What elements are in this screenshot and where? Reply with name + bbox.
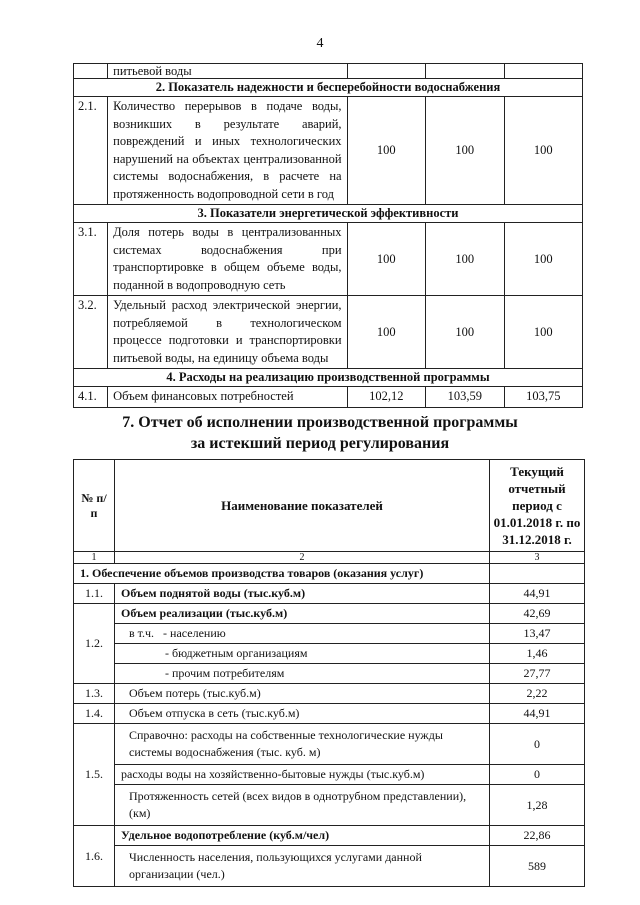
row-name: Объем поднятой воды (тыс.куб.м) — [115, 584, 490, 604]
table-row — [74, 387, 583, 408]
row-number: 1.6. — [74, 826, 115, 887]
col-number-2: 2 — [115, 552, 490, 564]
section-heading — [0, 412, 640, 454]
value-cell: 103,75 — [504, 387, 583, 408]
row-number: 1.5. — [74, 724, 115, 826]
row-name: питьевой воды — [108, 64, 347, 79]
row-number: 4.1. — [74, 387, 108, 408]
value-cell: 100 — [426, 223, 504, 296]
value-cell: 100 — [347, 296, 425, 369]
col-number-1: 1 — [74, 552, 115, 564]
row-name — [115, 624, 490, 644]
row-number: 1.2. — [74, 604, 115, 684]
table-row — [74, 64, 583, 79]
value-cell: 100 — [347, 223, 425, 296]
row-name: Доля потерь воды в централизованных системах водоснабжения при транспортировке в общем объеме воды, поданной в водопроводную сеть — [108, 223, 347, 296]
table-row — [74, 684, 585, 704]
row-number — [74, 64, 108, 79]
header-value: Текущий отчетный период с 01.01.2018 г. по 31.12.2018 г. — [490, 460, 585, 552]
row-prefix: в т.ч. — [129, 626, 155, 640]
page-number: 4 — [316, 36, 324, 51]
row-value: 27,77 — [490, 664, 585, 684]
row-name: Объем отпуска в сеть (тыс.куб.м) — [115, 704, 490, 724]
table-row — [74, 644, 585, 664]
row-name: Объем финансовых потребностей — [108, 387, 347, 408]
row-name: Удельное водопотребление (куб.м/чел) — [115, 826, 490, 846]
value-cell — [347, 64, 425, 79]
table-row — [74, 765, 585, 785]
header-number: № п/п — [74, 460, 115, 552]
row-number: 1.4. — [74, 704, 115, 724]
section-title: 4. Расходы на реализацию производственной программы — [74, 369, 583, 387]
value-cell: 100 — [504, 223, 583, 296]
section-title: 2. Показатель надежности и бесперебойности водоснабжения — [74, 79, 583, 97]
table-row — [74, 826, 585, 846]
row-value: 1,28 — [490, 785, 585, 826]
row-value: 13,47 — [490, 624, 585, 644]
heading-line-2: за истекший период регулирования — [190, 435, 450, 452]
row-name: Протяженность сетей (всех видов в однотрубном представлении), (км) — [115, 785, 490, 826]
report-table — [73, 459, 585, 887]
row-number: 3.1. — [74, 223, 108, 296]
row-value: 2,22 — [490, 684, 585, 704]
heading-line-1: 7. Отчет об исполнении производственной программы — [122, 414, 518, 431]
value-cell — [490, 564, 585, 584]
row-subname: - населению — [163, 626, 226, 640]
section-row — [74, 564, 585, 584]
value-cell: 100 — [347, 97, 425, 205]
table-row — [74, 604, 585, 624]
value-cell: 102,12 — [347, 387, 425, 408]
row-name: расходы воды на хозяйственно-бытовые нужды (тыс.куб.м) — [115, 765, 490, 785]
section-row — [74, 369, 583, 387]
row-number: 1.3. — [74, 684, 115, 704]
row-name: Численность населения, пользующихся услугами данной организации (чел.) — [115, 846, 490, 887]
table-row — [74, 223, 583, 296]
table-row — [74, 724, 585, 765]
table-row — [74, 624, 585, 644]
column-numbers-row — [74, 552, 585, 564]
row-name: - бюджетным организациям — [115, 644, 490, 664]
col-number-3: 3 — [490, 552, 585, 564]
section-row — [74, 205, 583, 223]
table-row — [74, 296, 583, 369]
table-row — [74, 584, 585, 604]
row-value: 22,86 — [490, 826, 585, 846]
row-name: - прочим потребителям — [115, 664, 490, 684]
row-name: Удельный расход электрической энергии, потребляемой в технологическом процессе подготовки и транспортировки питьевой воды, на единицу объема воды — [108, 296, 347, 369]
row-number: 2.1. — [74, 97, 108, 205]
section-title: 3. Показатели энергетической эффективности — [74, 205, 583, 223]
row-value: 1,46 — [490, 644, 585, 664]
section-row — [74, 79, 583, 97]
row-name: Справочно: расходы на собственные технологические нужды системы водоснабжения (тыс. куб. м) — [115, 724, 490, 765]
section-title: 1. Обеспечение объемов производства товаров (оказания услуг) — [74, 564, 490, 584]
header-name: Наименование показателей — [115, 460, 490, 552]
row-value: 44,91 — [490, 584, 585, 604]
table-row — [74, 97, 583, 205]
value-cell: 100 — [504, 97, 583, 205]
row-number: 3.2. — [74, 296, 108, 369]
value-cell: 100 — [426, 97, 504, 205]
table-row — [74, 846, 585, 887]
row-value: 0 — [490, 765, 585, 785]
table-row — [74, 704, 585, 724]
row-value: 42,69 — [490, 604, 585, 624]
indicators-table — [73, 63, 583, 408]
row-value: 0 — [490, 724, 585, 765]
value-cell: 100 — [426, 296, 504, 369]
value-cell: 100 — [504, 296, 583, 369]
header-row — [74, 460, 585, 552]
value-cell — [504, 64, 583, 79]
row-value: 589 — [490, 846, 585, 887]
table-row — [74, 664, 585, 684]
row-value: 44,91 — [490, 704, 585, 724]
table-row — [74, 785, 585, 826]
row-name: Объем реализации (тыс.куб.м) — [115, 604, 490, 624]
row-number: 1.1. — [74, 584, 115, 604]
row-name: Количество перерывов в подаче воды, возникших в результате аварий, повреждений и иных технологических нарушений на объектах централизованной системы водоснабжения, в расчете на протяженность водопроводной сети в год — [108, 97, 347, 205]
value-cell: 103,59 — [426, 387, 504, 408]
value-cell — [426, 64, 504, 79]
row-name: Объем потерь (тыс.куб.м) — [115, 684, 490, 704]
